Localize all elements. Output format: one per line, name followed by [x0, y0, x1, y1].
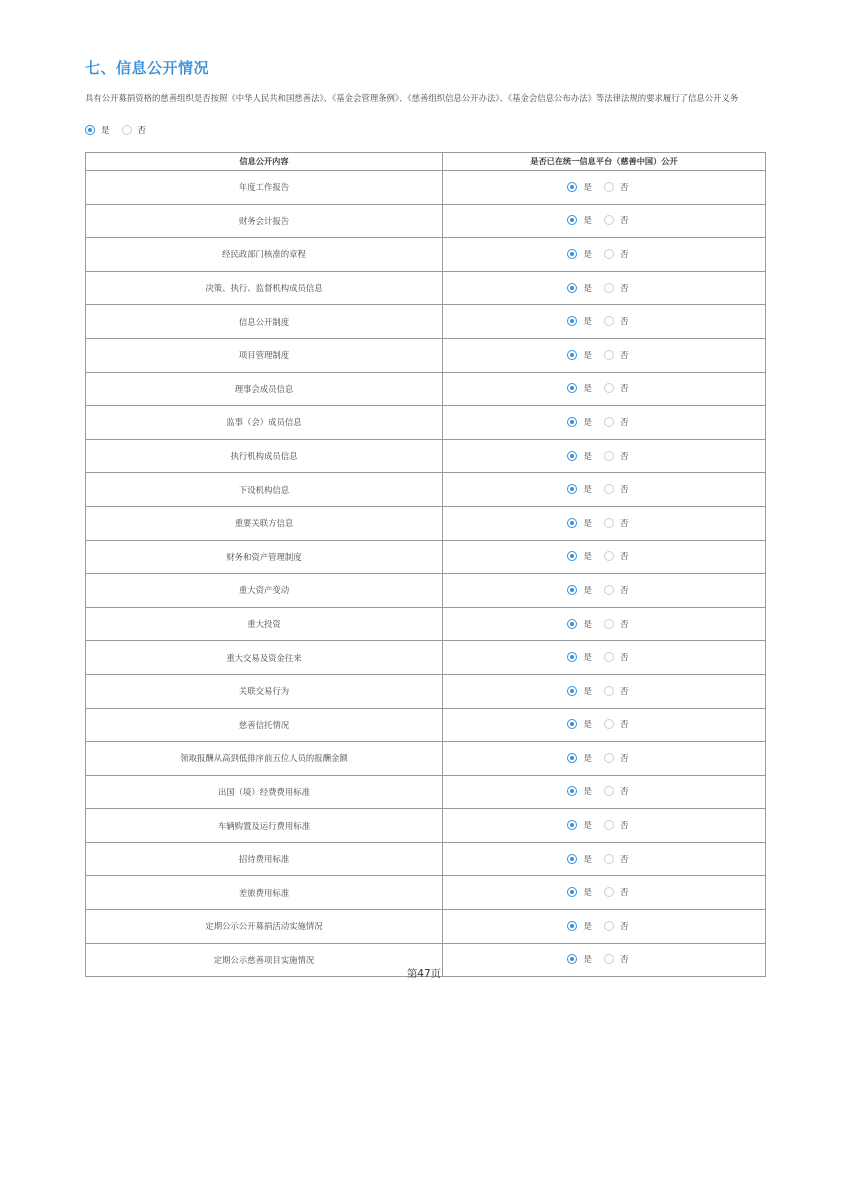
published-radio-group: [567, 886, 640, 898]
published-yes-radio[interactable]: [567, 820, 577, 830]
published-yes-label: 是: [583, 552, 592, 563]
published-no-label: 否: [620, 888, 629, 899]
published-yes-radio[interactable]: [567, 182, 577, 192]
published-choice: [443, 271, 766, 305]
published-choice: [443, 641, 766, 675]
published-radio-group: [567, 483, 640, 495]
published-no-radio[interactable]: [604, 249, 614, 259]
published-no-radio[interactable]: [604, 182, 614, 192]
published-choice: [443, 406, 766, 440]
published-choice: [443, 204, 766, 238]
disclosure-table: [85, 152, 766, 977]
published-no-radio[interactable]: [604, 484, 614, 494]
published-yes-label: 是: [583, 216, 592, 227]
published-yes-label: 是: [583, 753, 592, 764]
published-radio-group: [567, 248, 640, 260]
published-yes-radio[interactable]: [567, 316, 577, 326]
published-yes-label: 是: [583, 451, 592, 462]
table-row: [86, 439, 766, 473]
table-row: [86, 540, 766, 574]
published-choice: [443, 338, 766, 372]
published-no-label: 否: [620, 821, 629, 832]
published-yes-radio[interactable]: [567, 383, 577, 393]
table-row: [86, 742, 766, 776]
table-body: [86, 171, 766, 977]
published-radio-group: [567, 416, 640, 428]
published-radio-group: [567, 315, 640, 327]
published-no-radio[interactable]: [604, 316, 614, 326]
published-no-radio[interactable]: [604, 820, 614, 830]
disclosure-item: 重大资产变动: [86, 574, 443, 608]
table-row: [86, 338, 766, 372]
published-yes-radio[interactable]: [567, 786, 577, 796]
published-choice: [443, 372, 766, 406]
disclosure-item: 年度工作报告: [86, 171, 443, 205]
published-yes-label: 是: [583, 653, 592, 664]
published-no-label: 否: [620, 686, 629, 697]
table-row: [86, 607, 766, 641]
published-yes-label: 是: [583, 585, 592, 596]
published-no-radio[interactable]: [604, 585, 614, 595]
published-no-label: 否: [620, 283, 629, 294]
table-header-row: [86, 153, 766, 171]
published-yes-label: 是: [583, 686, 592, 697]
published-choice: [443, 910, 766, 944]
published-no-label: 否: [620, 417, 629, 428]
published-choice: [443, 305, 766, 339]
published-no-label: 否: [620, 182, 629, 193]
published-no-radio[interactable]: [604, 350, 614, 360]
disclosure-item: 执行机构成员信息: [86, 439, 443, 473]
published-radio-group: [567, 282, 640, 294]
published-no-label: 否: [620, 720, 629, 731]
table-row: [86, 171, 766, 205]
published-choice: [443, 171, 766, 205]
published-no-radio[interactable]: [604, 686, 614, 696]
table-row: [86, 674, 766, 708]
published-yes-radio[interactable]: [567, 417, 577, 427]
disclosure-item: 决策、执行、监督机构成员信息: [86, 271, 443, 305]
published-yes-label: 是: [583, 283, 592, 294]
published-yes-radio[interactable]: [567, 619, 577, 629]
published-no-radio[interactable]: [604, 451, 614, 461]
disclosure-item: 重要关联方信息: [86, 506, 443, 540]
published-yes-radio[interactable]: [567, 719, 577, 729]
published-no-label: 否: [620, 921, 629, 932]
published-yes-radio[interactable]: [567, 854, 577, 864]
page-number: 第47页: [406, 968, 442, 980]
published-radio-group: [567, 718, 640, 730]
published-choice: [443, 809, 766, 843]
table-row: [86, 372, 766, 406]
table-row: [86, 842, 766, 876]
published-yes-radio[interactable]: [567, 249, 577, 259]
header-content: 信息公开内容: [86, 153, 443, 171]
disclosure-item: 慈善信托情况: [86, 708, 443, 742]
compliance-no-label: 否: [137, 126, 147, 136]
published-choice: [443, 607, 766, 641]
published-choice: [443, 842, 766, 876]
published-radio-group: [567, 685, 640, 697]
published-choice: [443, 439, 766, 473]
disclosure-item: 财务会计报告: [86, 204, 443, 238]
published-no-radio[interactable]: [604, 518, 614, 528]
disclosure-item: 定期公示公开募捐活动实施情况: [86, 910, 443, 944]
published-radio-group: [567, 618, 640, 630]
published-no-label: 否: [620, 249, 629, 260]
published-radio-group: [567, 550, 640, 562]
published-no-radio[interactable]: [604, 854, 614, 864]
table-row: [86, 574, 766, 608]
disclosure-item: 重大投资: [86, 607, 443, 641]
published-no-label: 否: [620, 854, 629, 865]
published-no-label: 否: [620, 350, 629, 361]
published-yes-label: 是: [583, 417, 592, 428]
table-row: [86, 910, 766, 944]
disclosure-item: 下设机构信息: [86, 473, 443, 507]
published-radio-group: [567, 953, 640, 965]
published-no-radio[interactable]: [604, 887, 614, 897]
published-radio-group: [567, 450, 640, 462]
published-no-radio[interactable]: [604, 753, 614, 763]
published-yes-label: 是: [583, 921, 592, 932]
published-no-radio[interactable]: [604, 417, 614, 427]
published-radio-group: [567, 651, 640, 663]
published-no-radio[interactable]: [604, 719, 614, 729]
compliance-yes-label: 是: [101, 126, 110, 136]
published-yes-label: 是: [583, 888, 592, 899]
published-choice: [443, 473, 766, 507]
published-choice: [443, 540, 766, 574]
published-no-label: 否: [620, 216, 629, 227]
published-radio-group: [567, 517, 640, 529]
published-yes-radio[interactable]: [567, 451, 577, 461]
published-no-radio[interactable]: [604, 652, 614, 662]
table-row: [86, 775, 766, 809]
published-radio-group: [567, 349, 640, 361]
published-yes-radio[interactable]: [567, 484, 577, 494]
published-yes-radio[interactable]: [567, 585, 577, 595]
disclosure-item: 理事会成员信息: [86, 372, 443, 406]
disclosure-item: 领取报酬从高到低排序前五位人员的报酬金额: [86, 742, 443, 776]
published-yes-label: 是: [583, 720, 592, 731]
published-no-radio[interactable]: [604, 786, 614, 796]
published-yes-radio[interactable]: [567, 350, 577, 360]
table-row: [86, 271, 766, 305]
published-yes-label: 是: [583, 787, 592, 798]
published-no-label: 否: [620, 451, 629, 462]
table-row: [86, 506, 766, 540]
published-radio-group: [567, 920, 640, 932]
section-intro: 具有公开募捐资格的慈善组织是否按照《中华人民共和国慈善法》、《基金会管理条例》、《慈善组织信息公开办法》、《基金会信息公布办法》等法律法规的要求履行了信息公开义务: [85, 93, 739, 103]
published-yes-radio[interactable]: [567, 921, 577, 931]
header-published: 是否已在统一信息平台（慈善中国）公开: [443, 153, 766, 171]
published-yes-radio[interactable]: [567, 887, 577, 897]
published-radio-group: [567, 382, 640, 394]
section-title: 七、信息公开情况: [85, 59, 210, 77]
published-no-label: 否: [620, 384, 629, 395]
published-yes-radio[interactable]: [567, 954, 577, 964]
published-choice: [443, 506, 766, 540]
published-yes-radio[interactable]: [567, 551, 577, 561]
published-choice: [443, 775, 766, 809]
published-yes-label: 是: [583, 485, 592, 496]
published-radio-group: [567, 181, 640, 193]
published-yes-label: 是: [583, 821, 592, 832]
published-no-radio[interactable]: [604, 215, 614, 225]
published-no-radio[interactable]: [604, 283, 614, 293]
compliance-radio-group: [85, 124, 158, 136]
published-no-label: 否: [620, 552, 629, 563]
published-no-label: 否: [620, 619, 629, 630]
table-row: [86, 876, 766, 910]
table-row: [86, 641, 766, 675]
published-yes-radio[interactable]: [567, 753, 577, 763]
published-no-label: 否: [620, 585, 629, 596]
published-no-label: 否: [620, 955, 629, 966]
disclosure-item: 重大交易及资金往来: [86, 641, 443, 675]
compliance-yes-radio[interactable]: [85, 125, 95, 135]
published-yes-label: 是: [583, 955, 592, 966]
published-yes-label: 是: [583, 182, 592, 193]
published-no-radio[interactable]: [604, 551, 614, 561]
table-row: [86, 238, 766, 272]
published-yes-radio[interactable]: [567, 652, 577, 662]
published-yes-radio[interactable]: [567, 283, 577, 293]
disclosure-item: 财务和资产管理制度: [86, 540, 443, 574]
published-no-label: 否: [620, 518, 629, 529]
published-yes-label: 是: [583, 854, 592, 865]
published-yes-label: 是: [583, 249, 592, 260]
published-radio-group: [567, 819, 640, 831]
disclosure-item: 定期公示慈善项目实施情况: [86, 943, 443, 977]
table-row: [86, 305, 766, 339]
table-row: [86, 473, 766, 507]
published-choice: [443, 876, 766, 910]
disclosure-item: 监事（会）成员信息: [86, 406, 443, 440]
disclosure-item: 出国（境）经费费用标准: [86, 775, 443, 809]
published-choice: [443, 574, 766, 608]
published-no-radio[interactable]: [604, 383, 614, 393]
published-yes-radio[interactable]: [567, 215, 577, 225]
published-yes-label: 是: [583, 384, 592, 395]
published-no-label: 否: [620, 485, 629, 496]
published-no-label: 否: [620, 653, 629, 664]
published-choice: [443, 708, 766, 742]
published-radio-group: [567, 214, 640, 226]
disclosure-item: 车辆购置及运行费用标准: [86, 809, 443, 843]
published-no-label: 否: [620, 317, 629, 328]
table-row: [86, 204, 766, 238]
published-yes-label: 是: [583, 518, 592, 529]
published-no-label: 否: [620, 753, 629, 764]
published-no-radio[interactable]: [604, 619, 614, 629]
disclosure-item: 项目管理制度: [86, 338, 443, 372]
disclosure-item: 差旅费用标准: [86, 876, 443, 910]
table-row: [86, 708, 766, 742]
published-no-radio[interactable]: [604, 921, 614, 931]
compliance-no-radio[interactable]: [122, 125, 132, 135]
disclosure-item: 经民政部门核准的章程: [86, 238, 443, 272]
published-yes-label: 是: [583, 317, 592, 328]
published-radio-group: [567, 584, 640, 596]
published-radio-group: [567, 853, 640, 865]
disclosure-item: 信息公开制度: [86, 305, 443, 339]
published-yes-label: 是: [583, 350, 592, 361]
published-yes-radio[interactable]: [567, 686, 577, 696]
published-radio-group: [567, 752, 640, 764]
published-choice: [443, 742, 766, 776]
disclosure-item: 招待费用标准: [86, 842, 443, 876]
published-no-radio[interactable]: [604, 954, 614, 964]
table-row: [86, 406, 766, 440]
published-yes-label: 是: [583, 619, 592, 630]
table-row: [86, 809, 766, 843]
published-choice: [443, 238, 766, 272]
published-choice: [443, 674, 766, 708]
disclosure-item: 关联交易行为: [86, 674, 443, 708]
published-no-label: 否: [620, 787, 629, 798]
published-radio-group: [567, 785, 640, 797]
published-yes-radio[interactable]: [567, 518, 577, 528]
